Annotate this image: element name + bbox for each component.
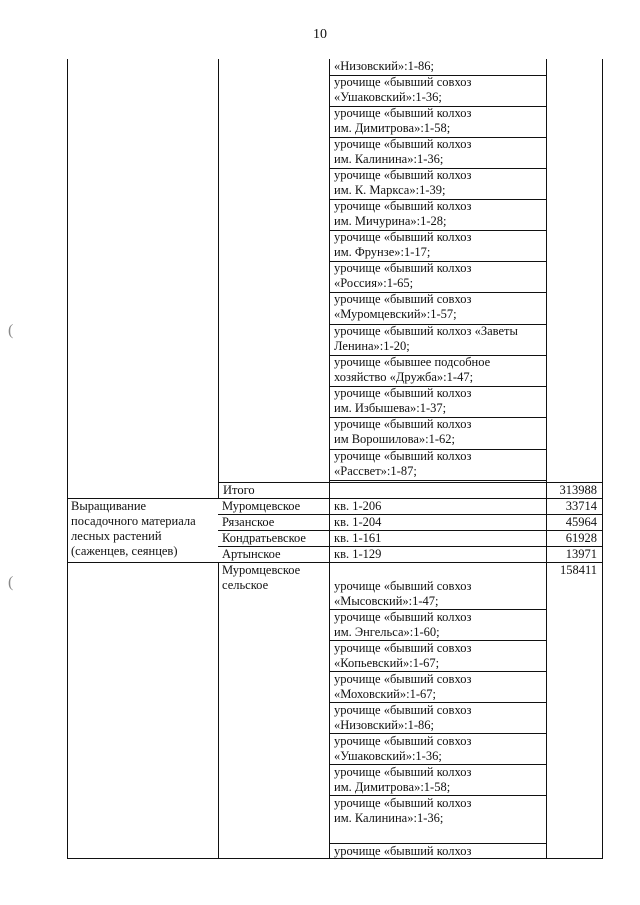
col-divider: [218, 59, 219, 498]
col-divider: [329, 59, 330, 858]
area-value: 33714: [565, 499, 597, 513]
row-divider: [329, 480, 546, 481]
activity-label: Выращивание посадочного материала лесных растений (саженцев, сеянцев): [71, 499, 196, 558]
blocks-cell: кв. 1-206: [334, 499, 382, 513]
area-value: 45964: [565, 515, 597, 529]
forestry-name: Рязанское: [222, 515, 275, 529]
place-cell: урочище «бывший совхоз «Ушаковский»:1-36;: [334, 75, 472, 104]
place-cell: урочище «бывший колхоз им. К. Маркса»:1-39;: [334, 168, 472, 197]
place-cell: урочище «бывший совхоз «Ушаковский»:1-36;: [334, 734, 472, 763]
area-value: 13971: [565, 547, 597, 561]
margin-mark-bottom: (: [8, 574, 14, 591]
col-divider: [546, 59, 547, 858]
place-cell: урочище «бывший совхоз «Мысовский»:1-47;: [334, 579, 472, 608]
place-cell: урочище «бывший колхоз им. Димитрова»:1-58;: [334, 765, 472, 794]
place-cell: урочище «бывший колхоз им. Энгельса»:1-60;: [334, 610, 472, 639]
table-border-left: [67, 59, 68, 858]
table-border-right: [602, 59, 603, 858]
place-cell: урочище «бывший колхоз им. Калинина»:1-36;: [334, 137, 472, 166]
place-cell: урочище «бывший совхоз «Муромцевский»:1-57;: [334, 292, 472, 321]
place-cell: урочище «бывший колхоз «Рассвет»:1-87;: [334, 449, 472, 478]
place-cell: урочище «бывший совхоз «Низовский»:1-86;: [334, 703, 472, 732]
margin-mark-top: (: [8, 322, 14, 339]
col-divider: [218, 562, 219, 858]
forestry-name: Кондратьевское: [222, 531, 306, 545]
blocks-cell: кв. 1-129: [334, 547, 382, 561]
place-cell: урочище «бывший совхоз «Моховский»:1-67;: [334, 672, 472, 701]
page-number: 10: [313, 27, 327, 42]
blocks-cell: кв. 1-204: [334, 515, 382, 529]
place-cell: урочище «бывший колхоз им. Калинина»:1-36;: [334, 796, 472, 825]
place-cell: урочище «бывшее подсобное хозяйство «Дружба»:1-47;: [334, 355, 491, 384]
forestry-name: Артынское: [222, 547, 281, 561]
blocks-cell: кв. 1-161: [334, 531, 382, 545]
total-label: Итого: [223, 483, 255, 497]
place-cell: урочище «бывший колхоз «Россия»:1-65;: [334, 261, 472, 290]
place-cell: урочище «бывший колхоз им Ворошилова»:1-62;: [334, 417, 472, 446]
place-cell: «Низовский»:1-86;: [334, 59, 435, 73]
area-value: 61928: [565, 531, 597, 545]
place-cell: урочище «бывший колхоз им. Димитрова»:1-58;: [334, 106, 472, 135]
place-cell: урочище «бывший колхоз: [334, 844, 472, 858]
area-value: 158411: [559, 563, 597, 577]
total-value: 313988: [559, 483, 597, 497]
place-cell: урочище «бывший совхоз «Копьевский»:1-67;: [334, 641, 472, 670]
place-cell: урочище «бывший колхоз им. Фрунзе»:1-17;: [334, 230, 472, 259]
place-cell: урочище «бывший колхоз им. Избышева»:1-37;: [334, 386, 472, 415]
row-divider: [67, 562, 602, 563]
place-cell: урочище «бывший колхоз им. Мичурина»:1-28;: [334, 199, 472, 228]
place-cell: урочище «бывший колхоз «Заветы Ленина»:1-20;: [334, 324, 518, 353]
forestry-name: Муромцевское сельское: [222, 563, 301, 592]
forestry-name: Муромцевское: [222, 499, 301, 513]
